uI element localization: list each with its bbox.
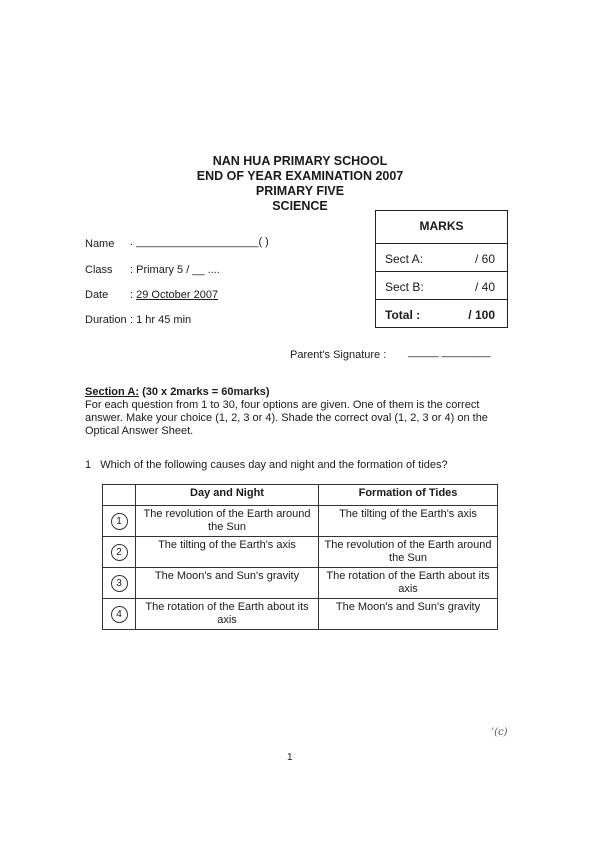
marks-row-label: Sect B: (385, 280, 424, 294)
level-title: PRIMARY FIVE (255, 184, 345, 198)
option-number-cell (103, 568, 136, 599)
date-prefix: : (130, 289, 134, 301)
page-number: 1 (287, 752, 293, 763)
marks-row-label: Sect A: (385, 252, 424, 266)
column-header-day-night: Day and Night (136, 485, 319, 506)
table-row (103, 568, 498, 599)
option-tides: The Moon's and Sun's gravity (319, 599, 498, 630)
section-a-scoring: (30 x 2marks = 60marks) (142, 386, 270, 398)
stray-handwritten-mark: ’(c) (491, 727, 508, 738)
marks-row-value: / 100 (468, 308, 495, 322)
option-day-night: The rotation of the Earth about its axis (136, 599, 319, 630)
option-number-cell (103, 506, 136, 537)
signature-label: Parent's Signature : (290, 349, 387, 361)
option-number-cell (103, 599, 136, 630)
section-a-instructions: For each question from 1 to 30, four options are given. One of them is the correct answer. Make your choice (1, 2, 3 or 4). Shade the correct oval (1, 2, 3 or 4) on the Optical Answer Sheet. (85, 399, 488, 437)
option-tides: The revolution of the Earth around the Sun (319, 537, 498, 568)
exam-header (0, 154, 600, 214)
table-header-row (103, 485, 498, 506)
name-field: . ____________________( ) (130, 236, 269, 248)
marks-row-value: / 60 (474, 252, 495, 266)
option-number: 3 (111, 575, 128, 592)
table-row (103, 537, 498, 568)
section-a-heading (85, 386, 270, 398)
school-name: NAN HUA PRIMARY SCHOOL (212, 154, 388, 168)
marks-box (375, 210, 508, 328)
name-label: Name (85, 238, 115, 250)
question-1-options-table (102, 484, 498, 630)
table-row (103, 599, 498, 630)
marks-row-sect-a (376, 243, 507, 271)
marks-row-label: Total : (385, 308, 421, 322)
table-row (103, 506, 498, 537)
duration-label: Duration (85, 314, 127, 326)
section-a-title: Section A: (85, 386, 139, 398)
exam-title: END OF YEAR EXAMINATION 2007 (196, 169, 404, 183)
option-day-night: The Moon's and Sun's gravity (136, 568, 319, 599)
marks-row-total (376, 299, 507, 328)
class-label: Class (85, 264, 113, 276)
date-label: Date (85, 289, 109, 301)
option-number: 2 (111, 544, 128, 561)
option-tides: The rotation of the Earth about its axis (319, 568, 498, 599)
column-header-tides: Formation of Tides (319, 485, 498, 506)
option-tides: The tilting of the Earth's axis (319, 506, 498, 537)
question-text: Which of the following causes day and night and the formation of tides? (100, 459, 448, 471)
date-value: 29 October 2007 (136, 289, 219, 301)
date-field (130, 289, 218, 301)
marks-row-sect-b (376, 271, 507, 299)
column-header-option (103, 485, 136, 506)
duration-field: : 1 hr 45 min (130, 314, 192, 326)
option-number: 4 (111, 606, 128, 623)
subject-title: SCIENCE (272, 199, 328, 213)
marks-row-value: / 40 (474, 280, 495, 294)
signature-line: _____ ________ (408, 346, 491, 358)
option-number-cell (103, 537, 136, 568)
class-field: : Primary 5 / __ .... (130, 264, 220, 276)
question-1 (85, 459, 448, 471)
option-number: 1 (111, 513, 128, 530)
question-number: 1 (85, 459, 92, 471)
marks-title: MARKS (419, 219, 464, 233)
option-day-night: The revolution of the Earth around the Sun (136, 506, 319, 537)
option-day-night: The tilting of the Earth's axis (136, 537, 319, 568)
